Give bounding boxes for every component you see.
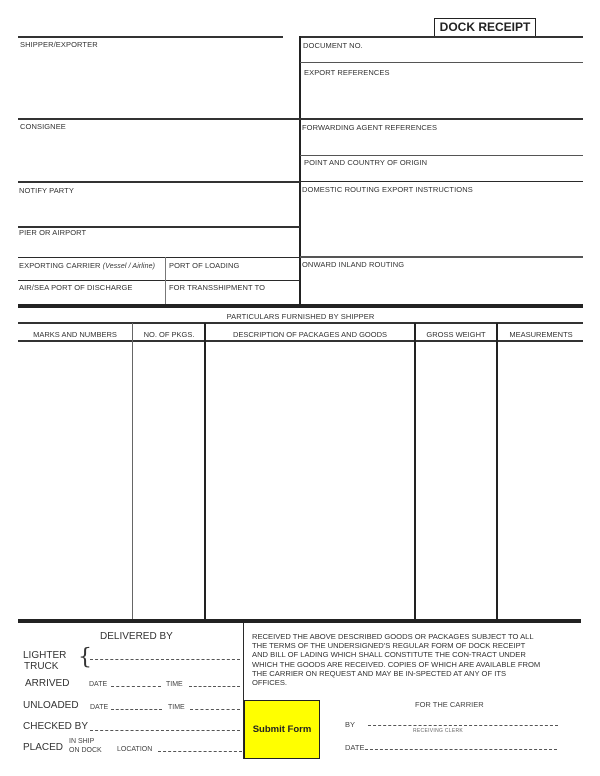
- by-field[interactable]: [370, 714, 556, 725]
- unloaded-time-field[interactable]: [191, 699, 240, 709]
- carrier-date-field[interactable]: [367, 738, 556, 749]
- unloaded-time-label: TIME: [168, 704, 185, 711]
- column-divider: [414, 323, 416, 619]
- carrier-port-divider: [165, 257, 166, 305]
- location-label: LOCATION: [117, 746, 153, 753]
- gross-weight-field[interactable]: [418, 344, 494, 616]
- checked-by-field[interactable]: [92, 720, 240, 730]
- location-line: [158, 751, 242, 752]
- on-dock-label[interactable]: ON DOCK: [69, 747, 102, 754]
- column-divider: [496, 323, 498, 619]
- divider: [300, 118, 583, 120]
- column-header-marks: MARKS AND NUMBERS: [33, 330, 117, 339]
- transshipment-label: FOR TRANSSHIPMENT TO: [169, 283, 266, 292]
- onward-routing-label: ONWARD INLAND ROUTING: [302, 260, 405, 269]
- column-header-description: DESCRIPTION OF PACKAGES AND GOODS: [232, 330, 388, 339]
- arrived-time-label: TIME: [166, 681, 183, 688]
- exporting-carrier-label-text: EXPORTING CARRIER: [19, 261, 101, 270]
- section-divider: [18, 619, 581, 623]
- marks-numbers-field[interactable]: [20, 344, 130, 616]
- checked-by-line: [90, 730, 240, 731]
- arrived-label: ARRIVED: [25, 678, 70, 689]
- column-divider: [132, 323, 133, 619]
- placed-label: PLACED: [23, 742, 64, 753]
- column-header-measurements: MEASUREMENTS: [509, 330, 573, 339]
- measurements-field[interactable]: [500, 344, 582, 616]
- center-divider: [299, 36, 301, 306]
- column-header-gross-weight: GROSS WEIGHT: [426, 330, 486, 339]
- in-ship-label[interactable]: IN SHIP: [69, 738, 95, 745]
- unloaded-date-field[interactable]: [112, 699, 161, 709]
- port-of-loading-field[interactable]: [169, 270, 297, 280]
- lighter-truck-field[interactable]: [92, 648, 240, 659]
- onward-routing-field[interactable]: [303, 271, 581, 302]
- notify-party-label: NOTIFY PARTY: [19, 186, 74, 195]
- divider: [18, 340, 583, 342]
- forwarding-agent-field[interactable]: [303, 134, 581, 153]
- delivered-by-title: DELIVERED BY: [100, 631, 173, 642]
- pier-airport-label: PIER OR AIRPORT: [19, 228, 87, 237]
- domestic-routing-label: DOMESTIC ROUTING EXPORT INSTRUCTIONS: [302, 185, 473, 194]
- port-of-discharge-label: AIR/SEA PORT OF DISCHARGE: [19, 283, 133, 292]
- description-field[interactable]: [208, 344, 412, 616]
- terms-text: RECEIVED THE ABOVE DESCRIBED GOODS OR PACKAGES SUBJECT TO ALL THE TERMS OF THE UNDERSIGNED'S REGULAR FORM OF DOCK RECEIPT AND BILL OF LADING WHICH SHALL CONSTITUTE THE CON-TRACT UNDER WHICH THE GOODS ARE RECEIVED. COPIES OF WHICH ARE AVAILABLE FROM THE CARRIER ON REQUEST AND MAY BE IN-SPECTED AT ANY OF ITS OFFICES.: [252, 632, 541, 688]
- receiving-clerk-caption: RECEIVING CLERK: [413, 728, 464, 734]
- no-of-pkgs-field[interactable]: [135, 344, 202, 616]
- divider: [300, 62, 583, 63]
- consignee-label: CONSIGNEE: [20, 122, 66, 131]
- arrived-time-line: [189, 686, 240, 687]
- particulars-title: PARTICULARS FURNISHED BY SHIPPER: [226, 312, 375, 321]
- divider: [18, 181, 300, 183]
- exporting-carrier-field[interactable]: [20, 270, 163, 280]
- shipper-exporter-field[interactable]: [20, 52, 296, 115]
- port-of-discharge-field[interactable]: [20, 292, 163, 303]
- column-divider: [204, 323, 206, 619]
- arrived-date-label: DATE: [89, 681, 108, 688]
- form-title: DOCK RECEIPT: [434, 18, 536, 37]
- arrived-date-field[interactable]: [112, 676, 160, 686]
- divider: [300, 181, 583, 182]
- for-the-carrier-title: FOR THE CARRIER: [415, 700, 484, 709]
- divider: [18, 322, 583, 324]
- location-field[interactable]: [159, 741, 241, 751]
- exporting-carrier-label: [19, 261, 155, 270]
- unloaded-label: UNLOADED: [23, 700, 79, 711]
- transshipment-field[interactable]: [169, 292, 297, 303]
- forwarding-agent-label: FORWARDING AGENT REFERENCES: [302, 123, 438, 132]
- document-no-field[interactable]: [303, 50, 581, 61]
- divider: [300, 36, 583, 38]
- point-origin-label: POINT AND COUNTRY OF ORIGIN: [304, 158, 428, 167]
- carrier-date-label: DATE: [345, 743, 365, 752]
- divider: [300, 155, 583, 156]
- by-line: [368, 725, 558, 726]
- lighter-label: LIGHTER: [23, 650, 67, 661]
- document-no-label: DOCUMENT NO.: [303, 41, 363, 50]
- lighter-truck-line: [90, 659, 240, 660]
- truck-label: TRUCK: [24, 661, 59, 672]
- unloaded-time-line: [190, 709, 240, 710]
- divider: [18, 36, 283, 38]
- port-of-loading-label: PORT OF LOADING: [169, 261, 240, 270]
- exporting-carrier-note: (Vessel / Airline): [102, 263, 156, 270]
- shipper-exporter-label: SHIPPER/EXPORTER: [20, 40, 98, 49]
- domestic-routing-field[interactable]: [303, 196, 581, 254]
- export-references-label: EXPORT REFERENCES: [304, 68, 390, 77]
- arrived-date-line: [111, 686, 161, 687]
- arrived-time-field[interactable]: [190, 676, 240, 686]
- export-references-field[interactable]: [303, 79, 581, 116]
- pier-airport-field[interactable]: [20, 240, 296, 255]
- unloaded-date-label: DATE: [90, 704, 109, 711]
- brace-icon: {: [78, 645, 92, 670]
- divider: [18, 280, 300, 281]
- submit-form-button[interactable]: Submit Form: [244, 700, 320, 759]
- by-label: BY: [345, 720, 356, 729]
- carrier-date-line: [365, 749, 557, 750]
- unloaded-date-line: [111, 709, 162, 710]
- divider: [18, 118, 300, 120]
- point-origin-field[interactable]: [303, 167, 581, 180]
- divider: [300, 256, 583, 258]
- consignee-field[interactable]: [20, 133, 296, 179]
- checked-by-label: CHECKED BY: [23, 721, 89, 732]
- section-divider: [18, 304, 583, 308]
- notify-party-field[interactable]: [20, 197, 296, 224]
- divider: [18, 257, 300, 258]
- column-header-pkgs: NO. OF PKGS.: [143, 330, 195, 339]
